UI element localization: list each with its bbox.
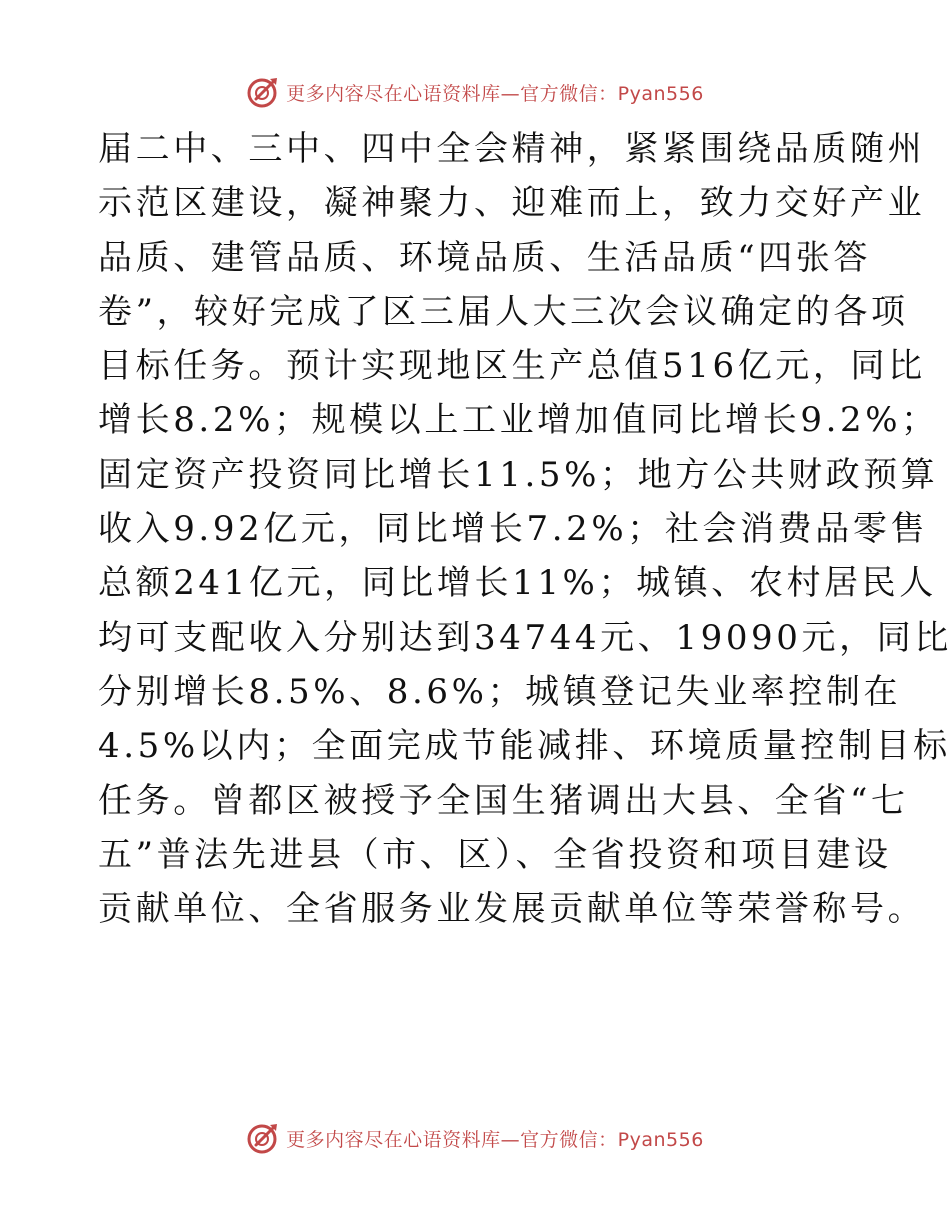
paragraph-line: 贡献单位、全省服务业发展贡献单位等荣誉称号。 [98,889,926,930]
watermark-bottom [0,1118,950,1158]
watermark-top [0,72,950,112]
watermark-logo-icon [246,1121,280,1155]
watermark-handle: Pyan556 [617,1128,704,1151]
paragraph-line: 增长8.2%；规模以上工业增加值同比增长9.2%； [98,400,939,441]
watermark-text: 更多内容尽在心语资料库—官方微信：Pyan556 [286,82,704,105]
paragraph-line: 固定资产投资同比增长11.5%；地方公共财政预算 [98,454,939,495]
paragraph-line: 卷”，较好完成了区三届人大三次会议确定的各项 [98,291,909,332]
document-body [98,122,952,936]
watermark-text: 更多内容尽在心语资料库—官方微信：Pyan556 [286,1128,704,1151]
paragraph-line: 届二中、三中、四中全会精神，紧紧围绕品质随州 [98,129,926,169]
watermark-logo-icon [246,75,280,109]
paragraph-line: 五”普法先进县（市、区）、全省投资和项目建设 [98,834,892,875]
paragraph-line: 品质、建管品质、环境品质、生活品质“四张答 [98,237,871,278]
paragraph-line: 任务。曾都区被授予全国生猪调出大县、全省“七 [98,780,909,821]
paragraph-line: 总额241亿元，同比增长11%；城镇、农村居民人 [98,563,937,604]
paragraph-line: 收入9.92亿元，同比增长7.2%；社会消费品零售 [98,509,929,550]
paragraph-line: 4.5%以内；全面完成节能减排、环境质量控制目标 [98,726,951,767]
paragraph-line: 示范区建设，凝神聚力、迎难而上，致力交好产业 [98,183,926,224]
paragraph-line: 分别增长8.5%、8.6%；城镇登记失业率控制在 [98,671,902,712]
paragraph-line: 目标任务。预计实现地区生产总值516亿元，同比 [98,346,926,387]
paragraph-line: 均可支配收入分别达到34744元、19090元，同比 [98,617,952,658]
watermark-handle: Pyan556 [617,82,704,105]
